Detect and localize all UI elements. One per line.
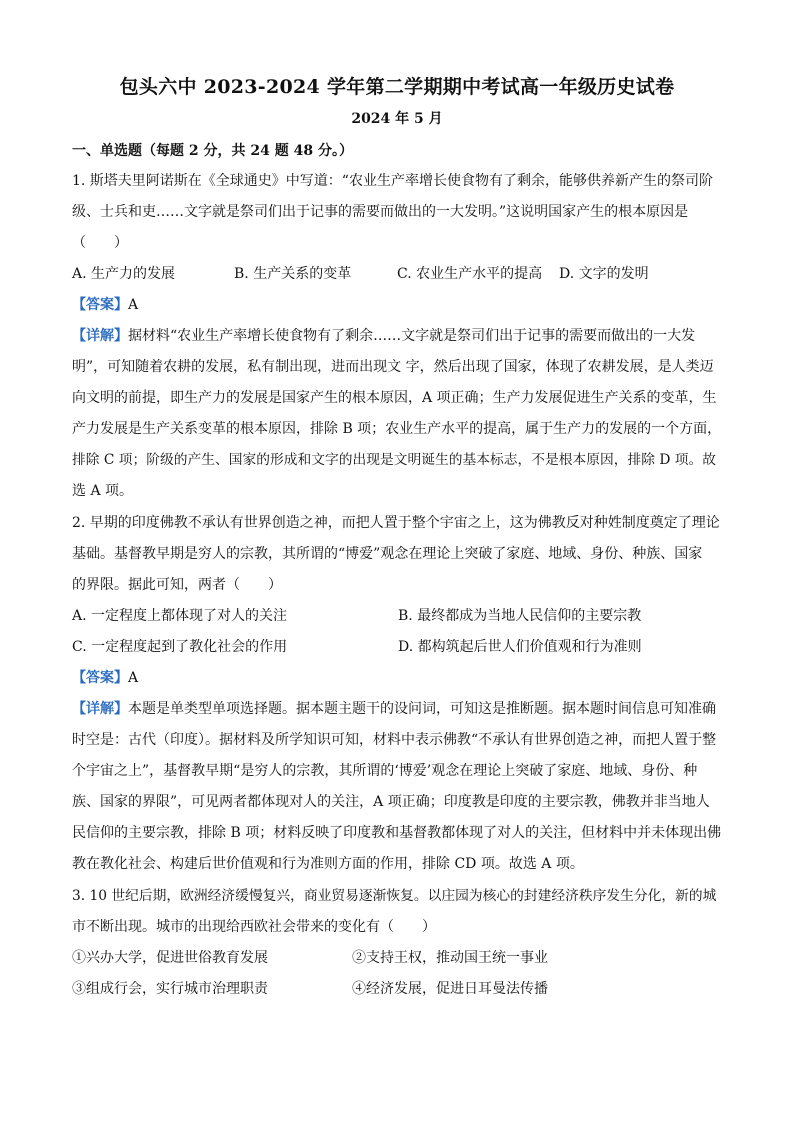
detail-line: 据材料“农业生产率增长使食物有了剩余……文字就是祭司们出于记事的需要而做出的一大发 — [128, 328, 696, 344]
option-d: D. 都构筑起后世人们价值观和行为准则 — [398, 639, 642, 655]
option-3: ③组成行会，实行城市治理职责 — [72, 981, 268, 997]
question-1-options — [72, 259, 724, 290]
detail-line: 选 A 项。 — [72, 483, 134, 499]
answer-tag: 【答案】 — [72, 670, 128, 686]
option-1: ①兴办大学，促进世俗教育发展 — [72, 950, 268, 966]
option-2: ②支持王权，推动国王统一事业 — [352, 950, 548, 966]
detail-line: 排除 C 项；阶级的产生、国家的形成和文字的出现是文明诞生的基本标志，不是根本原因，排除 D 项。故 — [72, 452, 717, 468]
detail-line: 明”，可知随着农耕的发展，私有制出现，进而出现文 字，然后出现了国家，体现了农耕发展，是人类迈 — [72, 359, 714, 375]
question-3-line: 市不断出现。城市的出现给西欧社会带来的变化有（ ） — [72, 919, 436, 935]
option-c: C. 农业生产水平的提高 — [397, 266, 543, 282]
option-4: ④经济发展，促进日耳曼法传播 — [352, 981, 548, 997]
question-2-answer — [72, 663, 138, 694]
exam-title: 包头六中 2023-2024 学年第二学期期中考试高一年级历史试卷 — [119, 76, 675, 98]
question-2-options-row-1 — [72, 601, 724, 632]
detail-line: 本题是单类型单项选择题。据本题主题干的设问词，可知这是推断题。据本题时间信息可知准确 — [128, 701, 716, 717]
question-3-line: 3. 10 世纪后期，欧洲经济缓慢复兴，商业贸易逐渐恢复。以庄园为核心的封建经济秩序发生分化，新的城 — [72, 888, 717, 904]
question-1-line: 级、士兵和吏……文字就是祭司们出于记事的需要而做出的一大发明。”这说明国家产生的根本原因是 — [72, 204, 689, 220]
question-2-line: 基础。基督教早期是穷人的宗教，其所谓的“博爱”观念在理论上突破了家庭、地域、身份、种族、国家 — [72, 546, 703, 562]
detail-line: 时空是：古代（印度）。据材料及所学知识可知，材料中表示佛教“不承认有世界创造之神，而把人置于整 — [72, 732, 717, 748]
answer-value: A — [128, 297, 139, 313]
detail-line: 教在教化社会、构建后世价值观和行为准则方面的作用，排除 CD 项。故选 A 项。 — [72, 856, 584, 872]
detail-line: 个宇宙之上”，基督教早期“是穷人的宗教，其所谓的‘博爱’观念在理论上突破了家庭、地域、身份、种 — [72, 763, 698, 779]
question-1-answer — [72, 290, 138, 321]
option-b: B. 最终都成为当地人民信仰的主要宗教 — [398, 608, 642, 624]
exam-date: 2024 年 5 月 — [351, 111, 443, 127]
question-1-detail — [72, 321, 724, 507]
question-2-detail — [72, 694, 724, 880]
question-3-options-row-1 — [72, 943, 724, 974]
option-a: A. 生产力的发展 — [72, 266, 176, 282]
question-2-line: 2. 早期的印度佛教不承认有世界创造之神，而把人置于整个宇宙之上，这为佛教反对种姓制度奠定了理论 — [72, 515, 720, 531]
option-a: A. 一定程度上都体现了对人的关注 — [72, 608, 288, 624]
question-1-line: 1. 斯塔夫里阿诺斯在《全球通史》中写道：“农业生产率增长使食物有了剩余，能够供养新产生的祭司阶 — [72, 173, 713, 189]
detail-tag: 【详解】 — [72, 328, 128, 344]
option-d: D. 文字的发明 — [559, 266, 649, 282]
question-1-line: （ ） — [72, 235, 128, 251]
option-c: C. 一定程度起到了教化社会的作用 — [72, 639, 288, 655]
answer-tag: 【答案】 — [72, 297, 128, 313]
question-2-line: 的界限。据此可知，两者（ ） — [72, 577, 282, 593]
detail-line: 产力发展是生产关系变革的根本原因，排除 B 项；农业生产水平的提高，属于生产力的发展的一个方面， — [72, 421, 722, 437]
answer-value: A — [128, 670, 139, 686]
detail-tag: 【详解】 — [72, 701, 128, 717]
option-b: B. 生产关系的变革 — [234, 266, 352, 282]
detail-line: 民信仰的主要宗教，排除 B 项；材料反映了印度教和基督教都体现了对人的关注，但材料中并未体现出佛 — [72, 825, 722, 841]
question-2-options-row-2 — [72, 632, 724, 663]
section-heading: 一、单选题（每题 2 分，共 24 题 48 分。） — [72, 143, 353, 159]
question-2-stem — [72, 508, 724, 601]
question-1-stem — [72, 166, 724, 259]
question-3-options-row-2 — [72, 974, 724, 1005]
detail-line: 族、国家的界限”，可见两者都体现对人的关注，A 项正确；印度教是印度的主要宗教，佛教并非当地人 — [72, 794, 710, 810]
question-3-stem — [72, 881, 724, 943]
detail-line: 向文明的前提，即生产力的发展是国家产生的根本原因，A 项正确；生产力发展促进生产关系的变革，生 — [72, 390, 717, 406]
